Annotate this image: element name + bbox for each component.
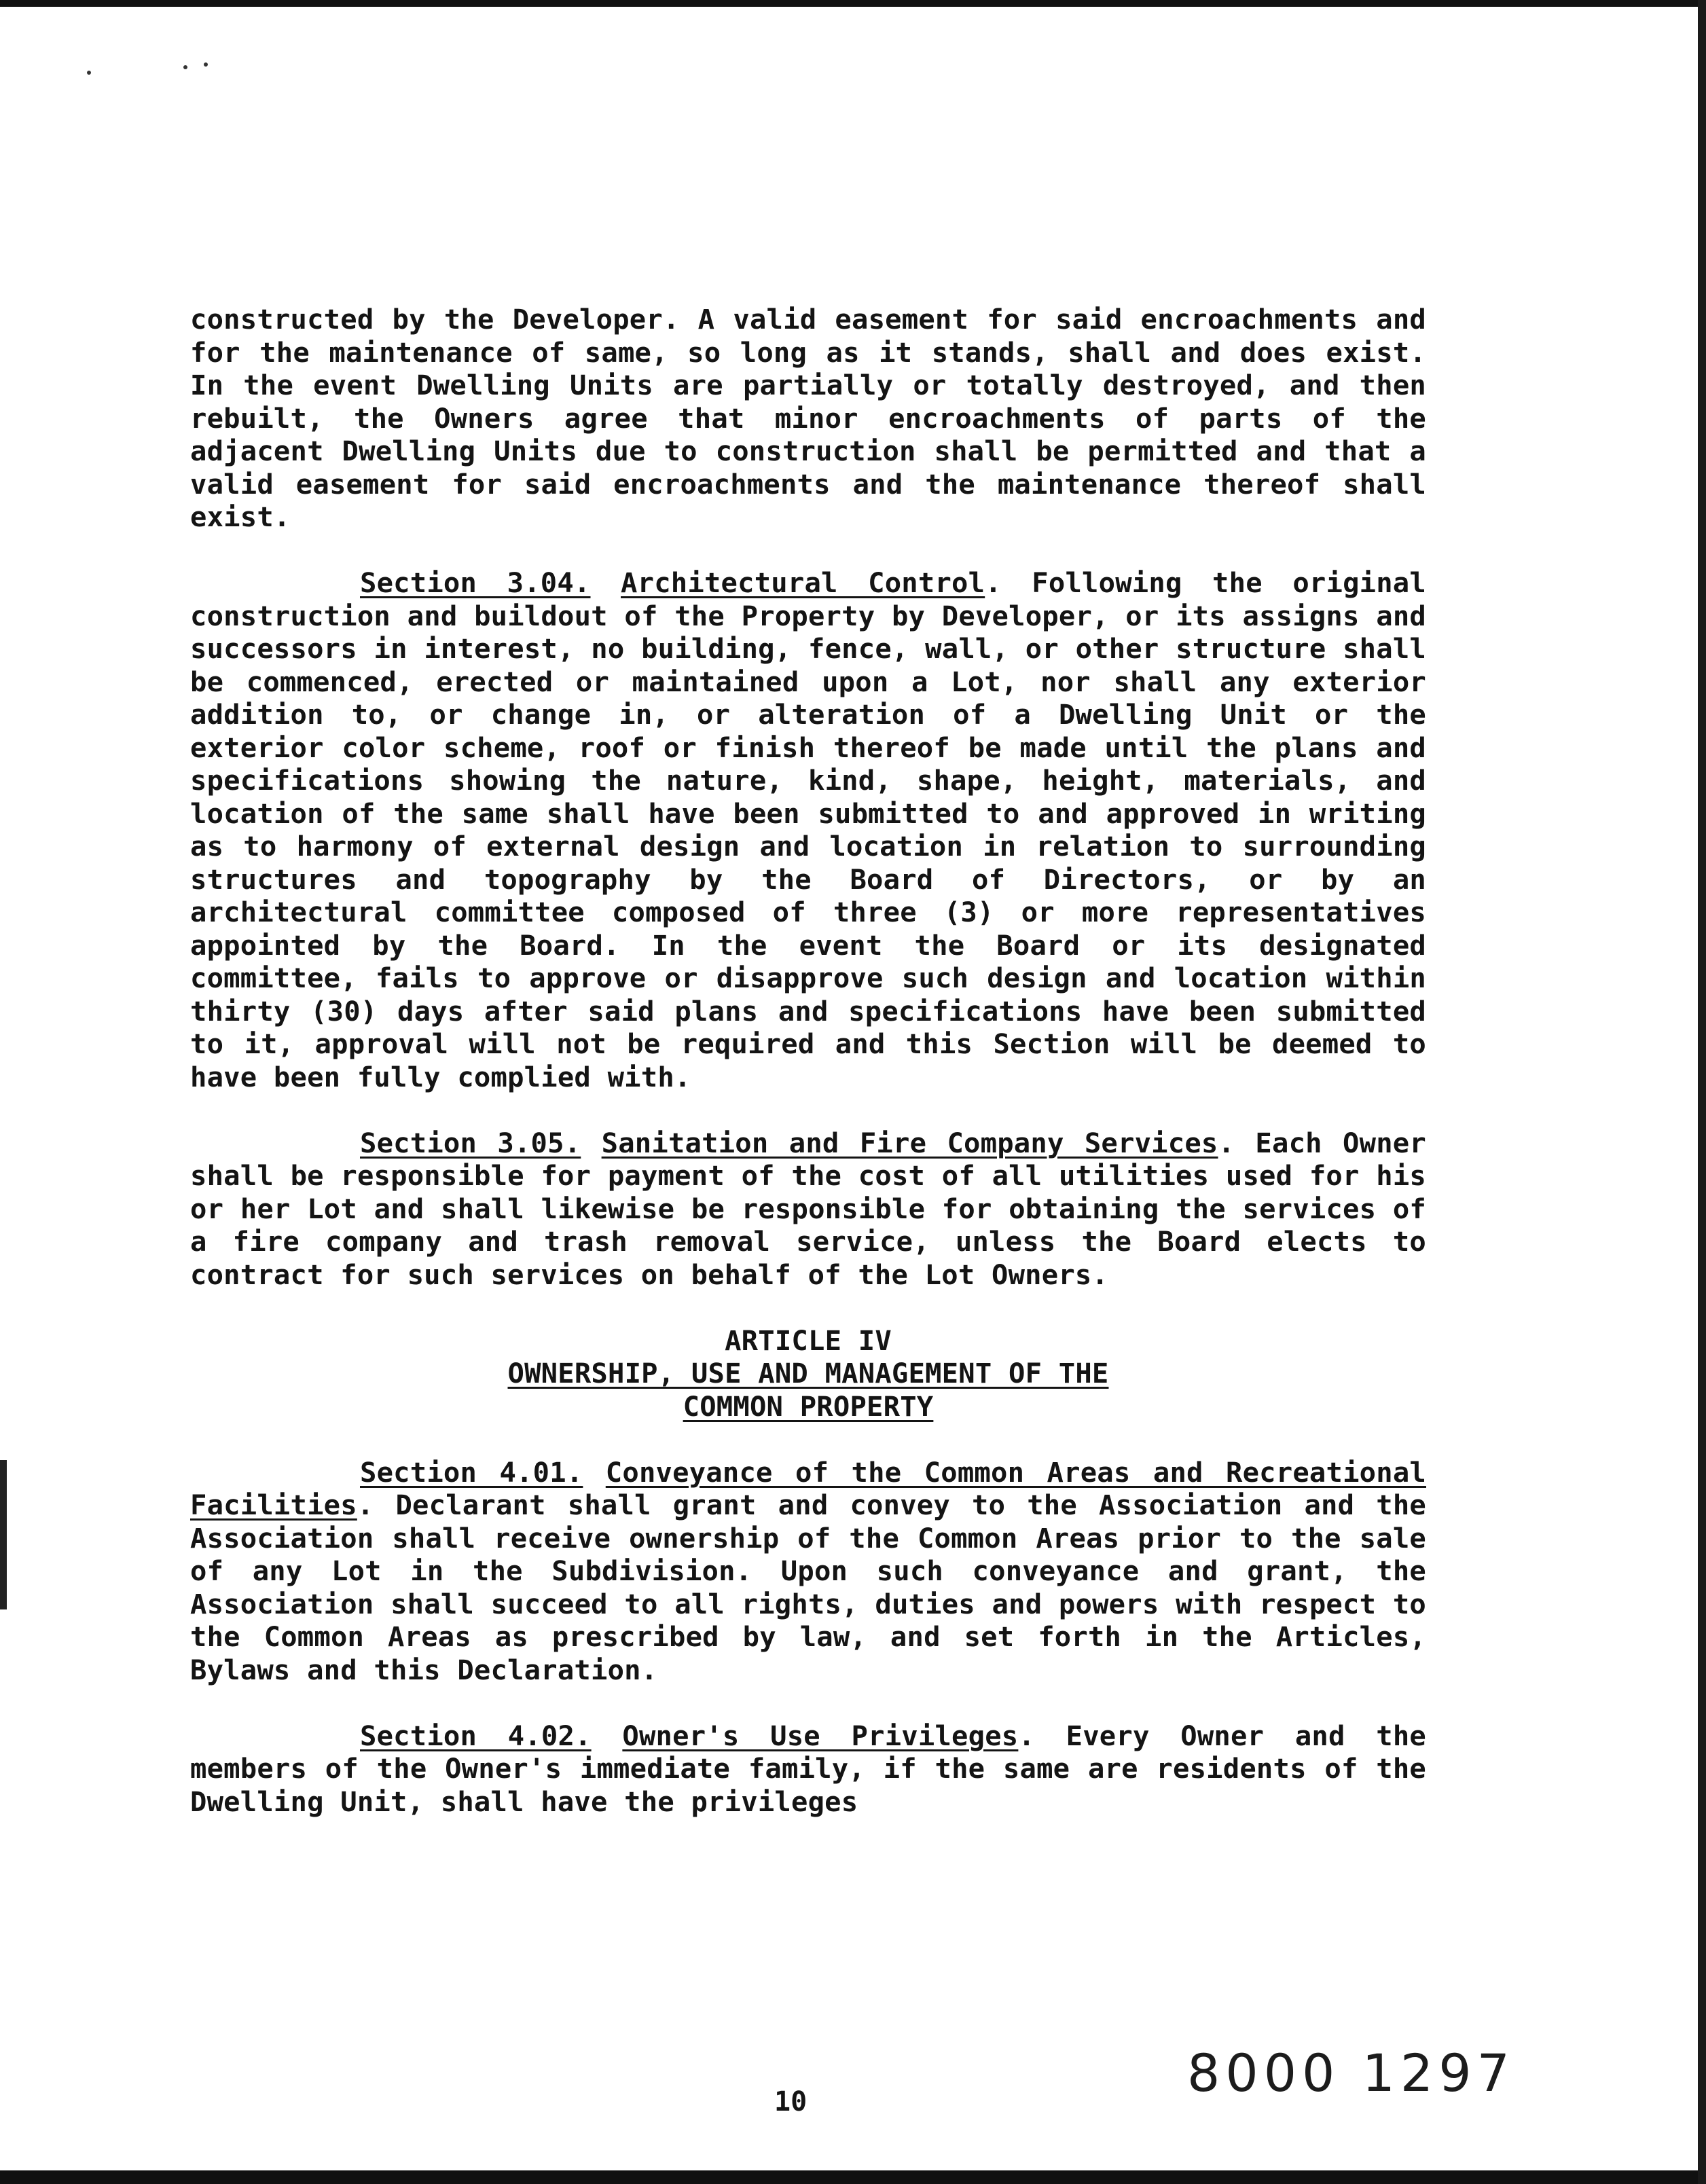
scan-speck <box>183 65 187 69</box>
section-text: Declarant shall grant and convey to the Association and the Association shall receive ownership of the Common Areas prior to the sale of any Lot in the Subdivision. Upon such conveyance and grant, the Association shall succeed to all rights, duties and powers with respect to the Common Areas as prescribed by law, and set forth in the Articles, Bylaws and this Declaration. <box>190 1489 1426 1686</box>
section-heading: Sanitation and Fire Company Services <box>601 1126 1218 1159</box>
section-3-05: Section 3.05. Sanitation and Fire Company Services. Each Owner shall be responsible for payment of the cost of all utilities used for his or her Lot and shall likewise be responsible for obtaining the services of a fire company and trash removal service, unless the Board elects to contract for such services on behalf of the Lot Owners. <box>190 1126 1426 1291</box>
section-number: Section 3.04. <box>360 566 591 599</box>
section-text: Every Owner and the members of the Owner's immediate family, if the same are residents of the Dwelling Unit, shall have the privileges <box>190 1719 1426 1818</box>
section-number: Section 4.02. <box>360 1719 592 1752</box>
paragraph-text: constructed by the Developer. A valid easement for said encroachments and for the maintenance of same, so long as it stands, shall and does exist. In the event Dwelling Units are partially or totally destroyed, and then rebuilt, the Owners agree that minor encroachments of parts of the adjacent Dwelling Units due to construction shall be permitted and that a valid easement for said encroachments and the maintenance thereof shall exist. <box>190 303 1426 533</box>
scan-border-bottom <box>0 2170 1706 2184</box>
section-text: Following the original construction and buildout of the Property by Developer, or its assigns and successors in interest, no building, fence, wall, or other structure shall be commenced, erected or maintained upon a Lot, nor shall any exterior addition to, or change in, or alteration of a Dwelling Unit or the exterior color scheme, roof or finish thereof be made until the plans and specifications showing the nature, kind, shape, height, materials, and location of the same shall have been submitted to and approved in writing as to harmony of external design and location in relation to surrounding structures and topography by the Board of Directors, or by an architectural committee composed of three (3) or more representatives appointed by the Board. In the event the Board or its designated committee, fails to approve or disapprove such design and location within thirty (30) days after said plans and specifications have been submitted to it, approval will not be required and this Section will be deemed to have been fully complied with. <box>190 566 1426 1093</box>
section-number: Section 3.05. <box>360 1126 581 1159</box>
article-title-line1: OWNERSHIP, USE AND MANAGEMENT OF THE <box>507 1357 1109 1389</box>
document-body <box>190 303 1426 1818</box>
scan-speck <box>204 62 208 67</box>
scan-mark-left <box>0 1460 7 1609</box>
section-4-01: Section 4.01. Conveyance of the Common Areas and Recreational Facilities. Declarant shall grant and convey to the Association and the Association shall receive ownership of the Common Areas prior to the sale of any Lot in the Subdivision. Upon such conveyance and grant, the Association shall succeed to all rights, duties and powers with respect to the Common Areas as prescribed by law, and set forth in the Articles, Bylaws and this Declaration. <box>190 1455 1426 1686</box>
section-heading: Owner's Use Privileges <box>622 1719 1019 1752</box>
article-title-line2: COMMON PROPERTY <box>683 1389 934 1423</box>
section-text: Each Owner shall be responsible for payment of the cost of all utilities used for his or her Lot and shall likewise be responsible for obtaining the services of a fire company and trash removal service, unless the Board elects to contract for such services on behalf of the Lot Owners. <box>190 1126 1426 1291</box>
document-number: 8000 1297 <box>1187 2043 1515 2103</box>
section-4-02: Section 4.02. Owner's Use Privileges. Every Owner and the members of the Owner's immediate family, if the same are residents of the Dwelling Unit, shall have the privileges <box>190 1719 1426 1818</box>
scan-border-right <box>1698 0 1706 2184</box>
section-number: Section 4.01. <box>360 1455 583 1489</box>
page-number: 10 <box>774 2086 807 2117</box>
scan-speck <box>87 71 91 75</box>
article-heading <box>190 1324 1426 1423</box>
article-number: ARTICLE IV <box>725 1324 892 1357</box>
section-heading: Conveyance of the Common Areas and Recreational Facilities <box>190 1455 1426 1521</box>
paragraph-encroachments <box>190 303 1426 534</box>
scan-border-top <box>0 0 1706 7</box>
section-3-04: Section 3.04. Architectural Control. Following the original construction and buildout of the Property by Developer, or its assigns and successors in interest, no building, fence, wall, or other structure shall be commenced, erected or maintained upon a Lot, nor shall any exterior addition to, or change in, or alteration of a Dwelling Unit or the exterior color scheme, roof or finish thereof be made until the plans and specifications showing the nature, kind, shape, height, materials, and location of the same shall have been submitted to and approved in writing as to harmony of external design and location in relation to surrounding structures and topography by the Board of Directors, or by an architectural committee composed of three (3) or more representatives appointed by the Board. In the event the Board or its designated committee, fails to approve or disapprove such design and location within thirty (30) days after said plans and specifications have been submitted to it, approval will not be required and this Section will be deemed to have been fully complied with. <box>190 566 1426 1093</box>
section-heading: Architectural Control <box>621 566 985 599</box>
